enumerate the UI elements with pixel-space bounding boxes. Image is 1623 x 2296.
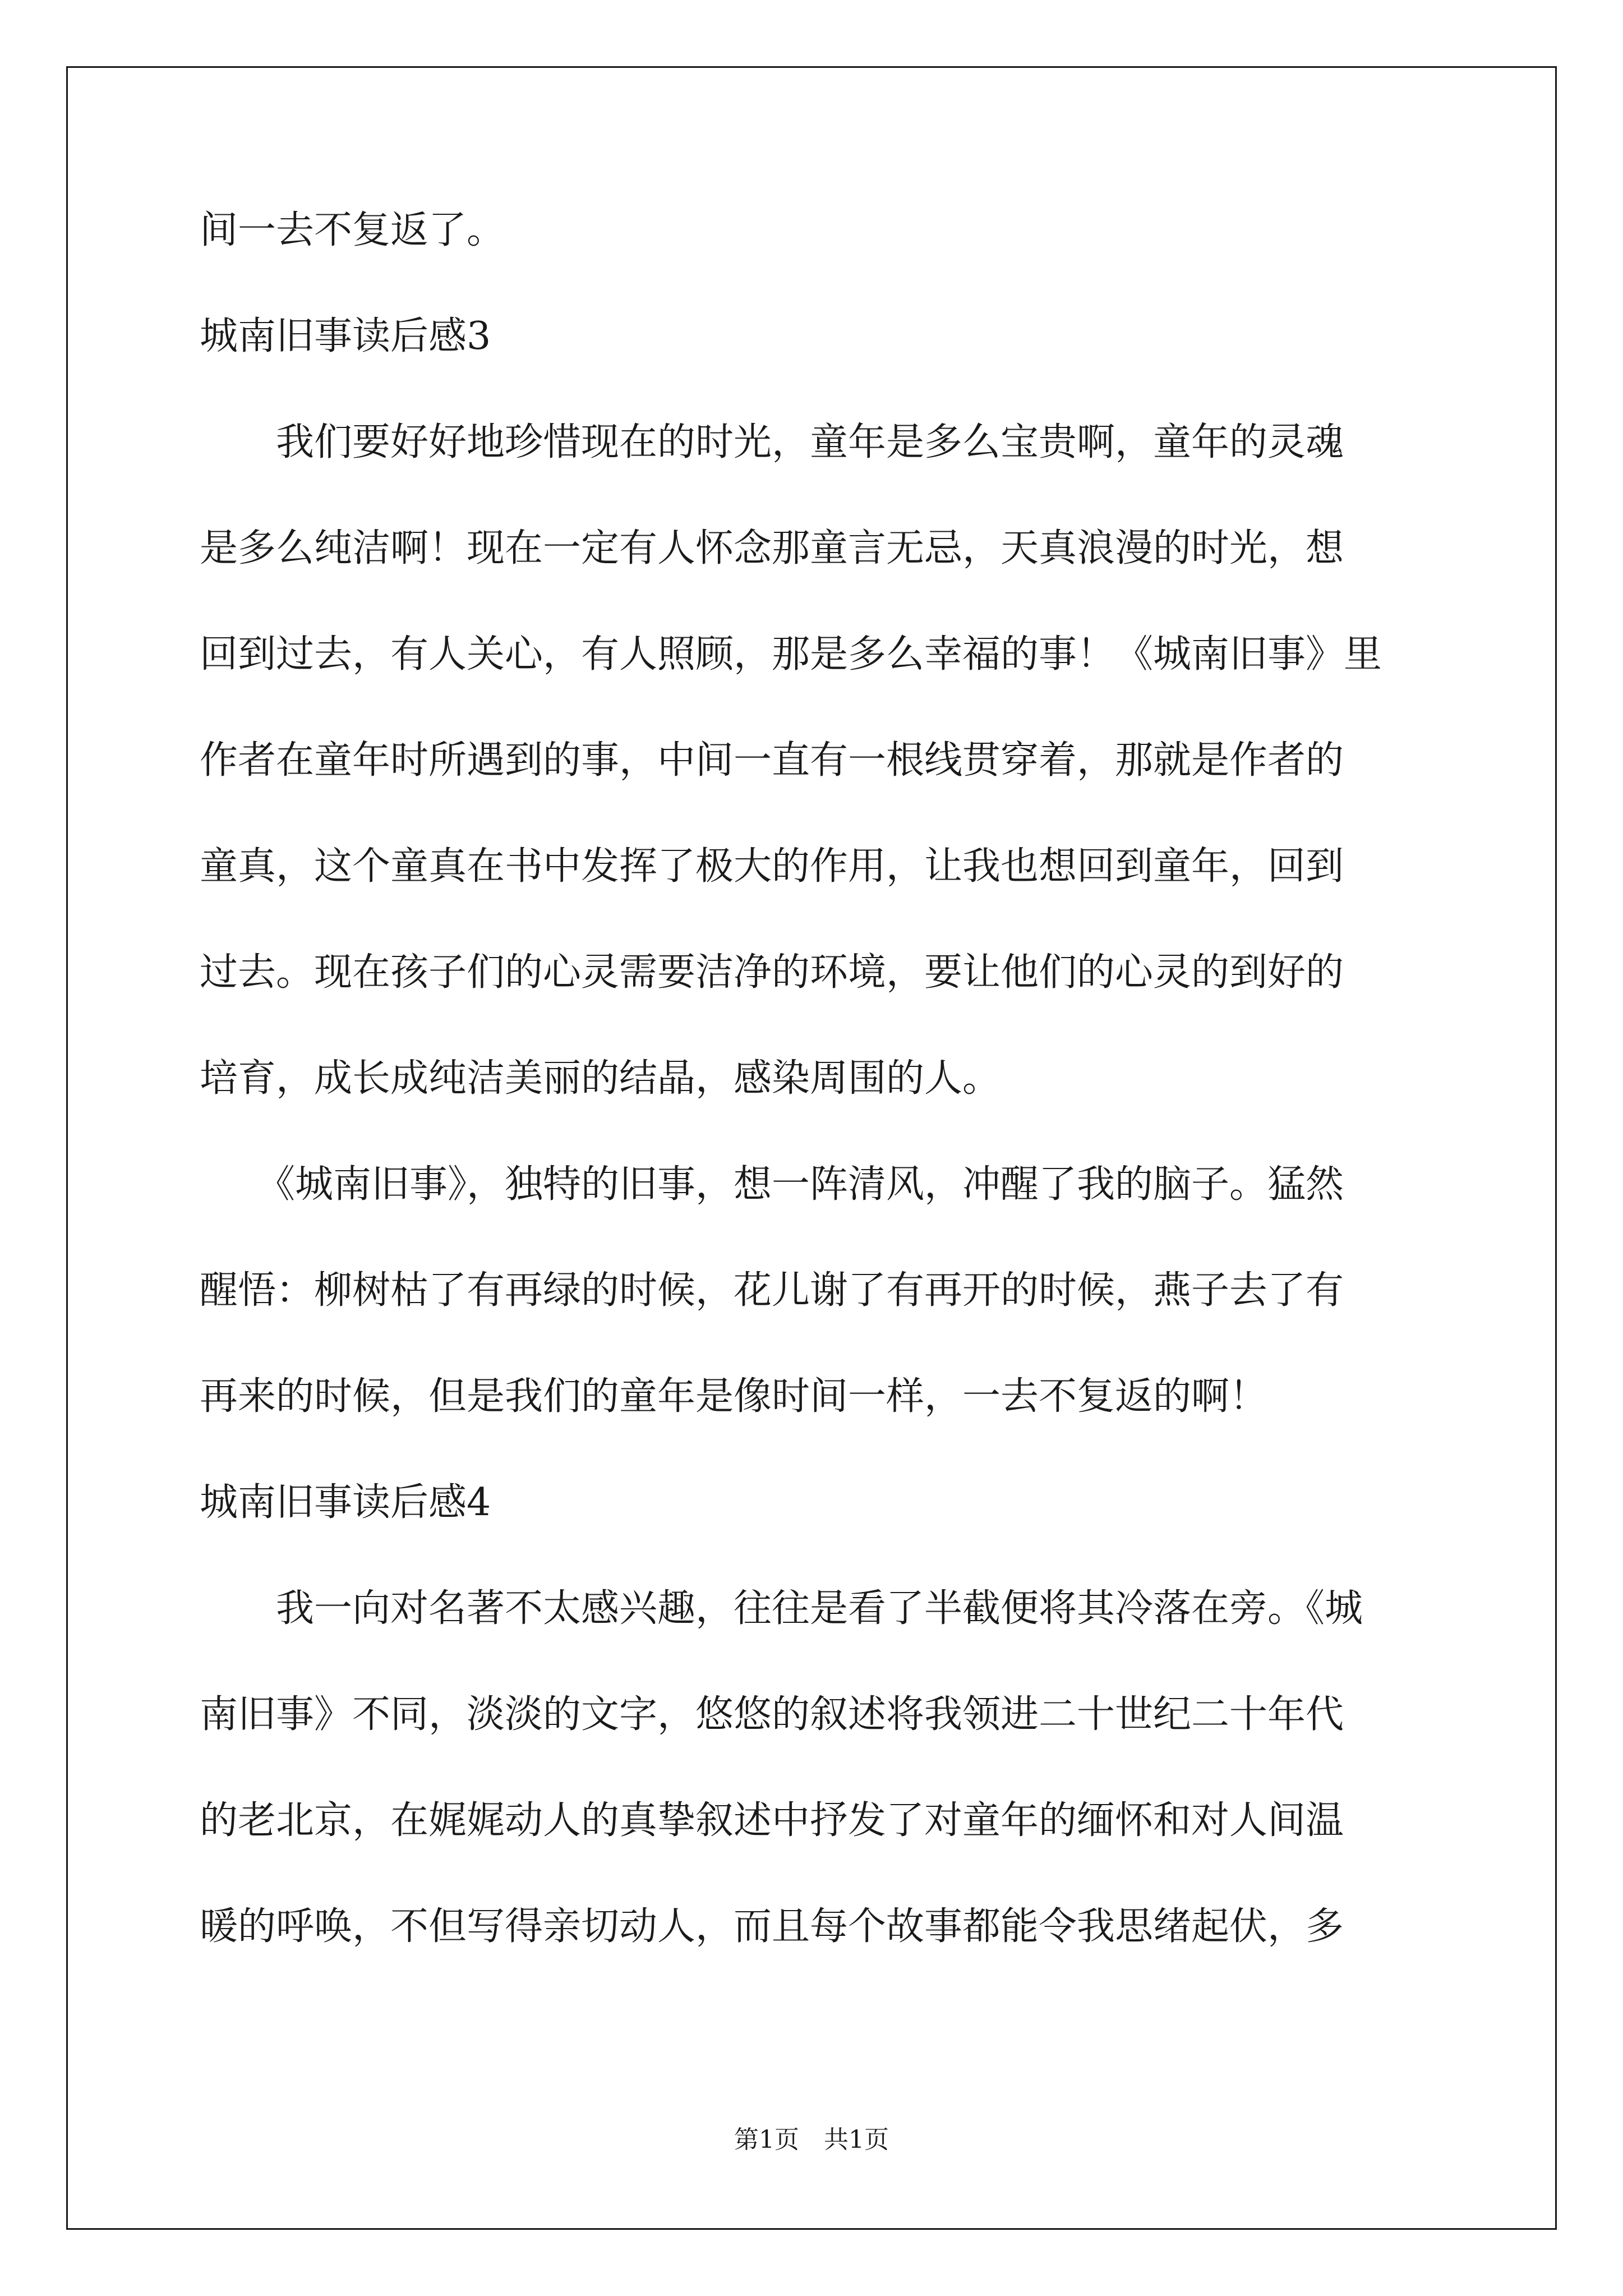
text-line: 南旧事》不同，淡淡的文字，悠悠的叙述将我领进二十世纪二十年代 (200, 1692, 1344, 1737)
text-line: 童真，这个童真在书中发挥了极大的作用，让我也想回到童年，回到 (200, 844, 1344, 889)
text-line: 醒悟：柳树枯了有再绿的时候，花儿谢了有再开的时候，燕子去了有 (200, 1268, 1344, 1313)
section-heading: 城南旧事读后感4 (200, 1480, 491, 1525)
text-line: 我们要好好地珍惜现在的时光，童年是多么宝贵啊，童年的灵魂 (200, 420, 1344, 464)
page-footer: 第1页 共1页 (734, 2125, 889, 2154)
text-line: 暖的呼唤，不但写得亲切动人，而且每个故事都能令我思绪起伏，多 (200, 1904, 1344, 1949)
text-line: 间一去不复返了。 (200, 208, 505, 252)
text-line: 培育，成长成纯洁美丽的结晶，感染周围的人。 (200, 1056, 1001, 1101)
text-line: 再来的时候，但是我们的童年是像时间一样，一去不复返的啊！ (200, 1374, 1268, 1419)
text-line: 过去。现在孩子们的心灵需要洁净的环境，要让他们的心灵的到好的 (200, 950, 1344, 995)
section-heading: 城南旧事读后感3 (200, 314, 491, 358)
text-line: 作者在童年时所遇到的事，中间一直有一根线贯穿着，那就是作者的 (200, 738, 1344, 783)
text-line: 的老北京，在娓娓动人的真挚叙述中抒发了对童年的缅怀和对人间温 (200, 1798, 1344, 1843)
text-line: 是多么纯洁啊！现在一定有人怀念那童言无忌，天真浪漫的时光，想 (200, 526, 1344, 570)
text-line: 《城南旧事》，独特的旧事，想一阵清风，冲醒了我的脑子。猛然 (200, 1162, 1344, 1207)
text-line: 回到过去，有人关心，有人照顾，那是多么幸福的事！《城南旧事》里 (200, 632, 1382, 677)
text-line: 我一向对名著不太感兴趣，往往是看了半截便将其冷落在旁。《城 (200, 1586, 1363, 1631)
